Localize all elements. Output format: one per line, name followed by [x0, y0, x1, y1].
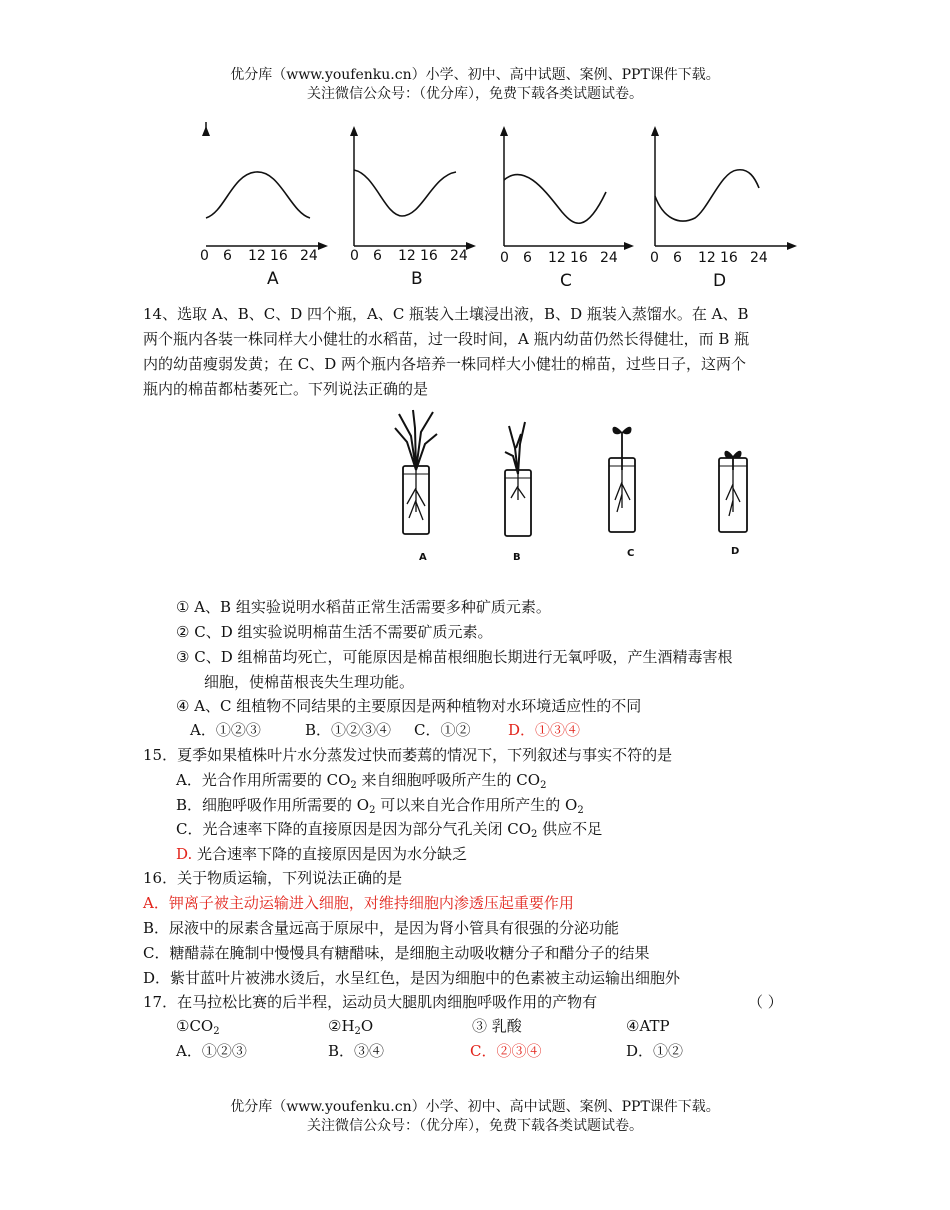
footer-line-1: 优分库（www.youfenku.cn）小学、初中、高中试题、案例、PPT课件下载。 — [230, 1099, 720, 1115]
header-line-2: 关注微信公众号：（优分库），免费下载各类试题试卷。 — [307, 86, 643, 102]
curve-d — [655, 170, 759, 221]
bottle-c — [597, 408, 667, 568]
q17-stem: 17．在马拉松比赛的后半程，运动员大腿肌肉细胞呼吸作用的产物有 — [143, 993, 598, 1011]
tick-16: 16 — [720, 250, 738, 266]
q14-statement-4: ④ A、C 组植物不同结果的主要原因是两种植物对水环境适应性的不同 — [176, 697, 642, 715]
q15-option-b: B．细胞呼吸作用所需要的 $O_2$ 可以来自光合作用所产生的 $O_2$ — [176, 796, 584, 816]
q17-item-4: ④ATP — [626, 1017, 670, 1035]
graph-label-d: D — [713, 271, 727, 291]
graph-a — [190, 122, 330, 292]
bottle-label-b: B — [513, 552, 521, 563]
tick-6: 6 — [523, 250, 532, 266]
q14-line-1: 14、选取 A、B、C、D 四个瓶，A、C 瓶装入土壤浸出液，B、D 瓶装入蒸馏水。在 A、B — [143, 305, 749, 323]
tick-12: 12 — [248, 248, 266, 264]
q17-item-1: $①CO_2$ — [176, 1017, 220, 1037]
tick-6: 6 — [373, 248, 382, 264]
q16-option-c: C．糖醋蒜在腌制中慢慢具有糖醋味，是细胞主动吸收糖分子和醋分子的结果 — [143, 944, 650, 962]
q14-statement-3-cont: 细胞，使棉苗根丧失生理功能。 — [204, 673, 415, 691]
tick-24: 24 — [750, 250, 768, 266]
q17-item-3: ③ 乳酸 — [472, 1017, 522, 1035]
tick-24: 24 — [600, 250, 618, 266]
roots — [726, 470, 740, 516]
curve-b — [354, 170, 456, 216]
q17-item-2: $②H_2O$ — [328, 1017, 374, 1037]
q15-option-a: A．光合作用所需要的 $CO_2$ 来自细胞呼吸所产生的 $CO_2$ — [176, 771, 547, 791]
bottle-label-d: D — [731, 546, 740, 557]
y-axis-arrow-icon — [350, 126, 358, 136]
graph-b — [340, 122, 480, 292]
y-axis-arrow-icon — [500, 126, 508, 136]
q16-option-b: B．尿液中的尿素含量远高于原尿中，是因为肾小管具有很强的分泌功能 — [143, 919, 620, 937]
q17-answer-blank: （ ） — [748, 993, 783, 1011]
q14-statement-2: ② C、D 组实验说明棉苗生活不需要矿质元素。 — [176, 623, 493, 641]
curve-a — [206, 172, 310, 218]
tick-24: 24 — [450, 248, 468, 264]
tick-12: 12 — [398, 248, 416, 264]
q14-option-b: B．①②③④ — [305, 721, 392, 739]
q15-answer-marker: D. — [176, 845, 193, 863]
curve-c — [504, 174, 606, 223]
tick-6: 6 — [223, 248, 232, 264]
header-line-1: 优分库（www.youfenku.cn）小学、初中、高中试题、案例、PPT课件下载。 — [230, 67, 720, 83]
tick-12: 12 — [698, 250, 716, 266]
q15-option-d: D. 光合速率下降的直接原因是因为水分缺乏 — [176, 845, 468, 863]
q14-option-d-answer: D．①③④ — [508, 721, 581, 739]
q15-stem: 15．夏季如果植株叶片水分蒸发过快而萎蔫的情况下，下列叙述与事实不符的是 — [143, 746, 673, 764]
q14-statement-1: ① A、B 组实验说明水稻苗正常生活需要多种矿质元素。 — [176, 598, 551, 616]
plant-bottles-figure — [385, 408, 785, 568]
q14-option-c: C．①② — [414, 721, 471, 739]
q17-option-a: A．①②③ — [176, 1042, 247, 1060]
bottle-d — [709, 408, 785, 568]
y-axis-arrow-icon — [202, 126, 210, 136]
rice-leaves — [505, 422, 525, 474]
q17-option-c-answer: C．②③④ — [470, 1042, 542, 1060]
graph-c — [490, 122, 640, 292]
tick-0: 0 — [650, 250, 659, 266]
q17-option-b: B．③④ — [328, 1042, 385, 1060]
tick-16: 16 — [270, 248, 288, 264]
graph-label-b: B — [411, 269, 423, 289]
roots — [615, 470, 630, 512]
x-axis-arrow-icon — [318, 242, 328, 250]
q17-option-d: D．①② — [626, 1042, 684, 1060]
page-footer — [0, 1098, 950, 1136]
tick-24: 24 — [300, 248, 318, 264]
q16-option-d: D．紫甘蓝叶片被沸水烫后，水呈红色，是因为细胞中的色素被主动运输出细胞外 — [143, 969, 681, 987]
graph-label-a: A — [267, 269, 279, 289]
tick-6: 6 — [673, 250, 682, 266]
tick-12: 12 — [548, 250, 566, 266]
q16-stem: 16．关于物质运输，下列说法正确的是 — [143, 869, 403, 887]
q16-option-a-answer: A．钾离子被主动运输进入细胞，对维持细胞内渗透压起重要作用 — [143, 894, 574, 912]
q14-line-4: 瓶内的棉苗都枯萎死亡。下列说法正确的是 — [143, 380, 429, 398]
tick-0: 0 — [200, 248, 209, 264]
bottle-a — [385, 408, 465, 568]
q14-statement-3: ③ C、D 组棉苗均死亡，可能原因是棉苗根细胞长期进行无氧呼吸，产生酒精毒害根 — [176, 648, 733, 666]
q15-option-c: C．光合速率下降的直接原因是因为部分气孔关闭 $CO_2$ 供应不足 — [176, 820, 603, 840]
curve-graphs-figure — [190, 122, 810, 292]
footer-line-2: 关注微信公众号：（优分库），免费下载各类试题试卷。 — [307, 1118, 643, 1134]
tick-0: 0 — [350, 248, 359, 264]
y-axis-arrow-icon — [651, 126, 659, 136]
tick-16: 16 — [570, 250, 588, 266]
graph-label-c: C — [560, 271, 572, 291]
bottle-label-a: A — [419, 552, 427, 563]
q14-line-2: 两个瓶内各装一株同样大小健壮的水稻苗，过一段时间，A 瓶内幼苗仍然长得健壮，而 B 瓶 — [143, 330, 750, 348]
bottle-b — [487, 408, 557, 568]
page-header-top — [0, 66, 950, 104]
tick-0: 0 — [500, 250, 509, 266]
x-axis-arrow-icon — [624, 242, 634, 250]
q14-option-a: A．①②③ — [190, 721, 261, 739]
roots — [407, 470, 425, 520]
tick-16: 16 — [420, 248, 438, 264]
bottle-label-c: C — [627, 548, 635, 559]
q14-line-3: 内的幼苗瘦弱发黄；在 C、D 两个瓶内各培养一株同样大小健壮的棉苗，过些日子，这两个 — [143, 355, 747, 373]
x-axis-arrow-icon — [787, 242, 797, 250]
rice-leaves — [395, 410, 437, 470]
graph-d — [645, 122, 805, 292]
